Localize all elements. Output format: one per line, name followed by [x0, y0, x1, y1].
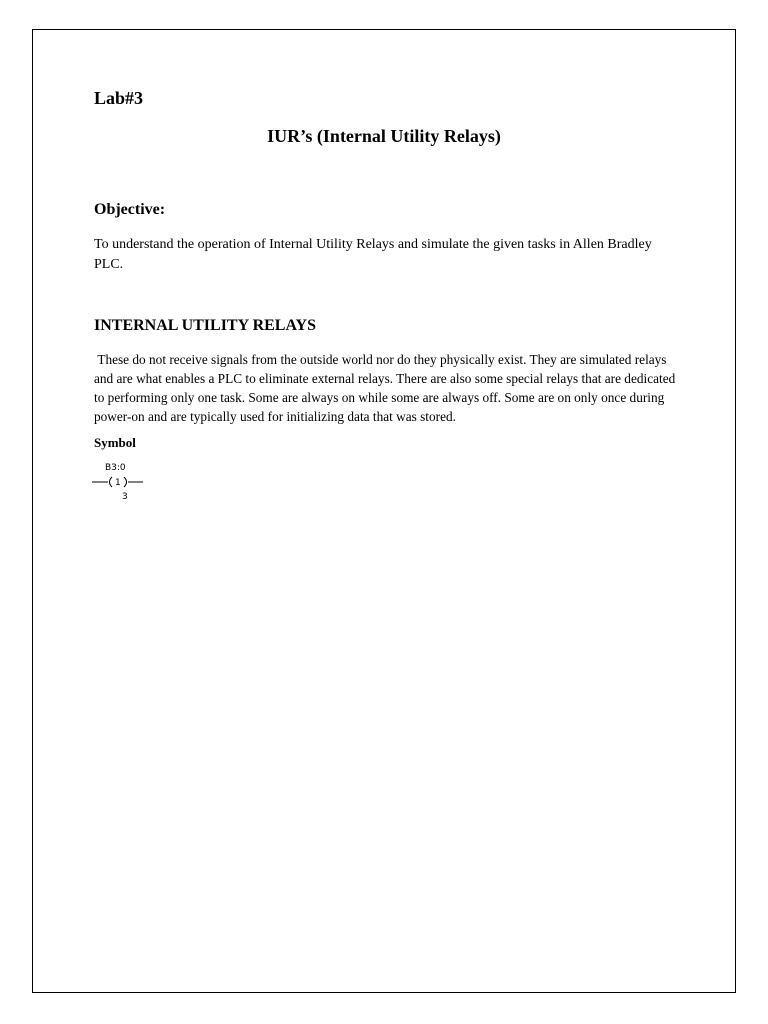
symbol-coil-right: [124, 477, 127, 487]
symbol-coil-left: [110, 477, 113, 487]
relay-coil-symbol: [92, 460, 144, 502]
lab-number: Lab#3: [94, 88, 144, 108]
symbol-address: B3:0: [105, 463, 126, 473]
document-title: IUR’s (Internal Utility Relays): [267, 126, 501, 146]
objective-heading: Objective:: [94, 201, 166, 218]
symbol-heading: Symbol: [94, 435, 136, 450]
symbol-coil-label: 1: [115, 478, 121, 488]
iur-description: These do not receive signals from the outside world nor do they physically exist. They are simulated relays and are what enables a PLC to eliminate external relays. There are also some special relays that are dedicated to performing only one task. Some are always on while some are always off. Some are on only once during power-on and are typically used for initializing data that was stored.: [94, 352, 679, 424]
objective-text: To understand the operation of Internal Utility Relays and simulate the given tasks in Allen Bradley PLC.: [94, 237, 652, 272]
iur-heading: INTERNAL UTILITY RELAYS: [94, 317, 316, 334]
page-border: [32, 29, 736, 993]
symbol-bit: 3: [122, 492, 128, 502]
